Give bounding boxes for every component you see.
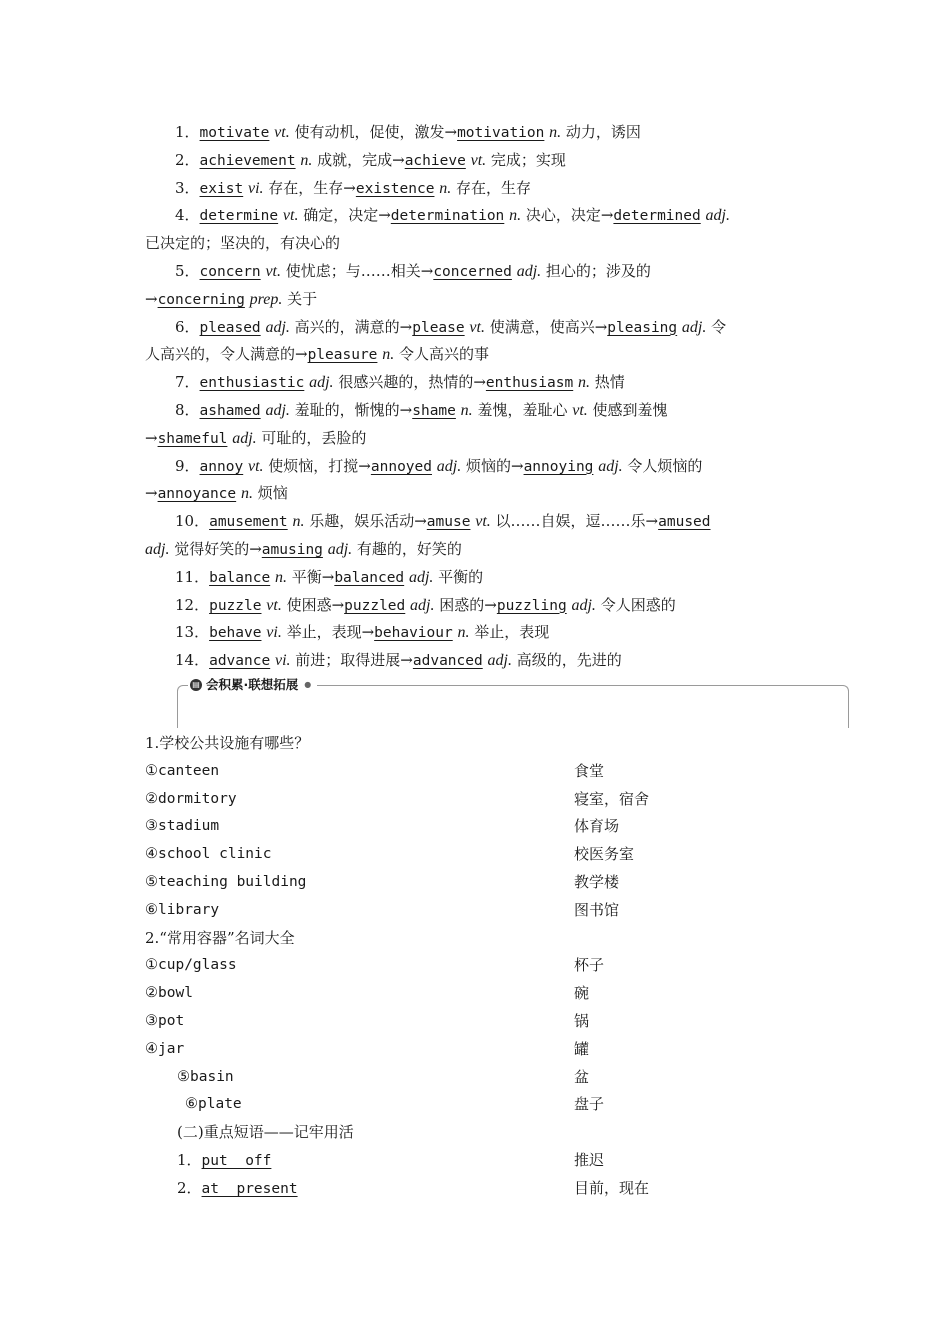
item-number: 14．	[175, 651, 210, 670]
definition: 存在，生存	[451, 178, 532, 197]
definition: 确定，决定→	[298, 206, 391, 225]
definition: 使忧虑；与……相关→	[280, 261, 434, 280]
part-of-speech: adj.	[408, 568, 434, 586]
definition: 存在，生存→	[263, 178, 356, 197]
chinese-term: 碗	[574, 984, 590, 1003]
item-number: 12．	[175, 595, 210, 614]
answer-word: amusement	[209, 514, 288, 531]
definition: 使满意，使高兴→	[484, 317, 608, 336]
answer-word: puzzle	[209, 597, 262, 614]
english-term: ①canteen	[145, 762, 220, 779]
list-item	[145, 869, 805, 897]
part-of-speech: adj.	[265, 318, 290, 336]
arrow: →	[145, 289, 158, 308]
answer-word: annoy	[199, 458, 244, 475]
item-number: 1．	[175, 123, 200, 141]
list-item	[145, 1091, 805, 1119]
part-of-speech: vi.	[247, 179, 264, 197]
vocab-continuation	[145, 286, 807, 314]
vocab-item	[145, 258, 807, 286]
list-heading	[145, 730, 805, 758]
chinese-term: 盆	[574, 1067, 590, 1086]
list-item	[145, 758, 805, 786]
answer-word: existence	[355, 180, 435, 197]
part-of-speech: adj.	[571, 596, 596, 614]
book-icon: ▤	[190, 679, 202, 691]
vocab-item	[145, 147, 807, 175]
chinese-term: 体育场	[574, 817, 620, 836]
definition: 使感到羞愧	[587, 400, 668, 419]
definition: 高级的，先进的	[511, 651, 622, 670]
vocab-item	[145, 453, 807, 481]
part-of-speech: adj.	[232, 429, 257, 447]
item-number: 9．	[175, 456, 200, 475]
english-term: ⑤basin	[177, 1068, 234, 1085]
answer-word: puzzled	[344, 597, 406, 614]
definition: 完成；实现	[486, 150, 566, 169]
part-of-speech: adj.	[516, 262, 542, 280]
english-term: ②dormitory	[145, 790, 237, 807]
answer-word: behaviour	[374, 625, 453, 642]
item-number: 1．	[177, 1150, 202, 1169]
part-of-speech: vt.	[266, 596, 282, 614]
english-term: ④jar	[145, 1040, 185, 1057]
item-number: 4．	[175, 206, 200, 225]
chinese-term: 杯子	[574, 956, 605, 975]
definition: 羞愧，羞耻心	[472, 400, 573, 419]
definition: 平衡的	[433, 567, 484, 586]
vocab-continuation	[145, 536, 807, 564]
part-of-speech: adj.	[487, 652, 512, 670]
chinese-term: 盘子	[574, 1095, 605, 1114]
heading-text: 2.“常用容器”名词大全	[145, 928, 295, 947]
part-of-speech: n.	[382, 346, 395, 364]
answer-word: enthusiastic	[199, 375, 305, 392]
definition: 动力，诱因	[561, 123, 641, 141]
phrase-item	[145, 1147, 805, 1175]
answer-word: behave	[209, 625, 262, 642]
definition: 羞耻的，惭愧的→	[289, 400, 413, 419]
part-of-speech: n.	[240, 485, 253, 503]
part-of-speech: adj.	[265, 401, 290, 419]
part-of-speech: adj.	[145, 540, 170, 558]
definition: 决心，决定→	[521, 206, 614, 225]
answer-word: determined	[613, 208, 701, 225]
definition: 困惑的→	[434, 595, 497, 614]
answer-word: concern	[199, 263, 261, 280]
chinese-term: 寝室，宿舍	[574, 789, 650, 808]
part-of-speech: vt.	[274, 124, 290, 141]
definition: 令人烦恼的	[622, 456, 703, 475]
answer-word: ashamed	[199, 402, 261, 419]
item-number: 8．	[175, 400, 200, 419]
chinese-term: 教学楼	[574, 872, 620, 891]
part-of-speech: adj.	[436, 457, 462, 475]
arrow: →	[145, 484, 158, 503]
list-item	[145, 897, 805, 925]
definition: 高兴的，满意的→	[289, 317, 413, 336]
answer-word: amuse	[426, 514, 471, 531]
item-number: 2．	[177, 1178, 202, 1197]
part-of-speech: adj.	[598, 457, 623, 475]
vocab-item	[145, 397, 807, 425]
answer-word: determine	[199, 208, 279, 225]
definition: 已决定的；坚决的，有决心的	[145, 234, 341, 253]
definition: 可耻的，丢脸的	[256, 428, 367, 447]
answer-word: shameful	[157, 430, 228, 447]
vocabulary-list	[145, 119, 807, 675]
definition: 成就，完成→	[312, 150, 405, 169]
list-heading	[145, 925, 805, 953]
item-number: 7．	[175, 373, 200, 392]
section-header	[188, 676, 317, 694]
definition: 烦恼的→	[461, 456, 524, 475]
answer-word: concerning	[157, 291, 245, 308]
english-term: ⑥library	[145, 901, 220, 918]
part-of-speech: n.	[549, 124, 562, 141]
english-term: ③pot	[145, 1012, 185, 1029]
definition: 担心的；涉及的	[541, 261, 651, 280]
chinese-term: 食堂	[574, 761, 605, 780]
list-item	[145, 813, 805, 841]
vocab-continuation	[145, 425, 807, 453]
chinese-term: 罐	[574, 1039, 590, 1058]
definition: 令人高兴的事	[394, 345, 489, 364]
definition: 使烦恼，打搅→	[263, 456, 371, 475]
definition: 令人困惑的	[595, 595, 676, 614]
definition: 很感兴趣的，热情的→	[333, 373, 486, 392]
part-of-speech: vt.	[572, 401, 588, 419]
part-of-speech: n.	[457, 624, 470, 642]
list-item	[145, 1064, 805, 1092]
answer-word: pleasure	[307, 347, 378, 364]
part-of-speech: adj.	[681, 318, 707, 336]
definition: 人高兴的，令人满意的→	[145, 345, 308, 364]
item-number: 6．	[175, 317, 200, 336]
item-number: 2．	[175, 150, 200, 169]
definition: 乐趣，娱乐活动→	[304, 512, 427, 531]
phrase-item	[145, 1175, 805, 1203]
vocab-item	[145, 619, 807, 647]
list-item	[145, 952, 805, 980]
part-of-speech: vt.	[475, 513, 491, 531]
answer-word: shame	[412, 402, 456, 419]
english-term: ④school clinic	[145, 846, 272, 863]
part-of-speech: adj.	[309, 374, 334, 392]
part-of-speech: n.	[460, 401, 473, 419]
answer-word: determination	[390, 208, 505, 225]
part-of-speech: vt.	[469, 318, 485, 336]
definition: 烦恼	[252, 484, 288, 503]
answer-word: achieve	[404, 152, 466, 169]
english-term: ⑤teaching building	[145, 873, 307, 890]
definition: 关于	[282, 289, 318, 308]
list-item	[145, 786, 805, 814]
answer-word: amusing	[261, 541, 323, 558]
chinese-term: 图书馆	[574, 900, 620, 919]
part-of-speech: vi.	[266, 624, 282, 642]
part-of-speech: n.	[300, 151, 313, 169]
vocab-continuation	[145, 341, 807, 369]
definition: 使困惑→	[281, 595, 345, 614]
answer-word: annoyance	[157, 486, 237, 503]
answer-word: advanced	[412, 653, 483, 670]
part-of-speech: vt.	[247, 457, 264, 475]
item-number: 13．	[175, 623, 210, 642]
vocab-item	[145, 647, 807, 675]
answer-word: enthusiasm	[485, 375, 574, 392]
section-heading	[145, 1119, 805, 1147]
english-term: ②bowl	[145, 985, 193, 1002]
definition: 觉得好笑的→	[169, 539, 262, 558]
part-of-speech: n.	[292, 513, 305, 531]
answer-word: puzzling	[496, 597, 567, 614]
part-of-speech: n.	[274, 568, 287, 586]
answer-word: balance	[209, 569, 271, 586]
part-of-speech: vi.	[274, 652, 291, 670]
answer-word: motivate	[199, 125, 270, 141]
dot-icon: ●	[304, 680, 312, 689]
part-of-speech: adj.	[410, 596, 435, 614]
answer-word: pleased	[199, 319, 261, 336]
item-number: 3．	[175, 178, 200, 197]
definition: 使有动机，促使，激发→	[289, 123, 458, 141]
heading-text: (二)重点短语——记牢用活	[177, 1123, 354, 1142]
vocab-continuation	[145, 480, 807, 508]
heading-text: 1.学校公共设施有哪些？	[145, 734, 310, 752]
list-item	[145, 841, 805, 869]
list-item	[145, 1008, 805, 1036]
list-item	[145, 1036, 805, 1064]
chinese-term: 校医务室	[574, 845, 635, 864]
list-item	[145, 980, 805, 1008]
answer-word: concerned	[433, 263, 512, 280]
answer-word: please	[412, 319, 465, 336]
part-of-speech: vt.	[265, 262, 281, 280]
part-of-speech: vt.	[470, 151, 487, 169]
answer-word: annoyed	[370, 458, 432, 475]
definition: 前进；取得进展→	[290, 651, 413, 670]
english-term: ⑥plate	[185, 1096, 242, 1113]
part-of-speech: n.	[509, 207, 522, 225]
definition: 举止，表现→	[281, 623, 375, 642]
definition: 有趣的，好笑的	[352, 539, 462, 558]
vocab-item	[145, 175, 807, 203]
vocab-item	[145, 314, 807, 342]
vocab-item	[145, 564, 807, 592]
chinese-term: 目前，现在	[574, 1178, 650, 1197]
answer-phrase: at present	[201, 1180, 298, 1197]
vocab-item	[145, 508, 807, 536]
part-of-speech: adj.	[327, 540, 353, 558]
answer-word: amused	[658, 514, 711, 531]
vocab-continuation	[145, 230, 807, 258]
answer-word: balanced	[334, 569, 405, 586]
english-term: ③stadium	[145, 818, 220, 835]
definition: 以……自娱，逗……乐→	[490, 512, 659, 531]
item-number: 11．	[175, 567, 210, 586]
answer-word: advance	[209, 653, 271, 670]
answer-word: exist	[199, 180, 244, 197]
part-of-speech: n.	[577, 374, 590, 392]
answer-word: achievement	[199, 152, 296, 169]
chinese-term: 推迟	[574, 1150, 605, 1169]
definition: 令	[706, 317, 727, 336]
part-of-speech: vt.	[282, 207, 299, 225]
vocab-item	[145, 202, 807, 230]
answer-word: pleasing	[607, 319, 678, 336]
english-term: ①cup/glass	[145, 957, 237, 974]
part-of-speech: prep.	[249, 290, 283, 308]
arrow: →	[145, 428, 158, 447]
section-title: 会积累·联想拓展	[206, 677, 299, 692]
part-of-speech: adj.	[705, 207, 730, 225]
answer-word: motivation	[457, 125, 545, 141]
definition: 热情	[589, 373, 625, 392]
answer-phrase: put off	[201, 1152, 272, 1169]
item-number: 5．	[175, 261, 200, 280]
vocab-item	[145, 119, 807, 147]
vocab-item	[145, 369, 807, 397]
part-of-speech: n.	[439, 179, 452, 197]
answer-word: annoying	[523, 458, 594, 475]
definition: 举止，表现	[469, 623, 550, 642]
definition: 平衡→	[286, 567, 335, 586]
item-number: 10．	[175, 512, 210, 531]
chinese-term: 锅	[574, 1011, 590, 1030]
vocab-item	[145, 592, 807, 620]
extension-list	[145, 730, 805, 1203]
